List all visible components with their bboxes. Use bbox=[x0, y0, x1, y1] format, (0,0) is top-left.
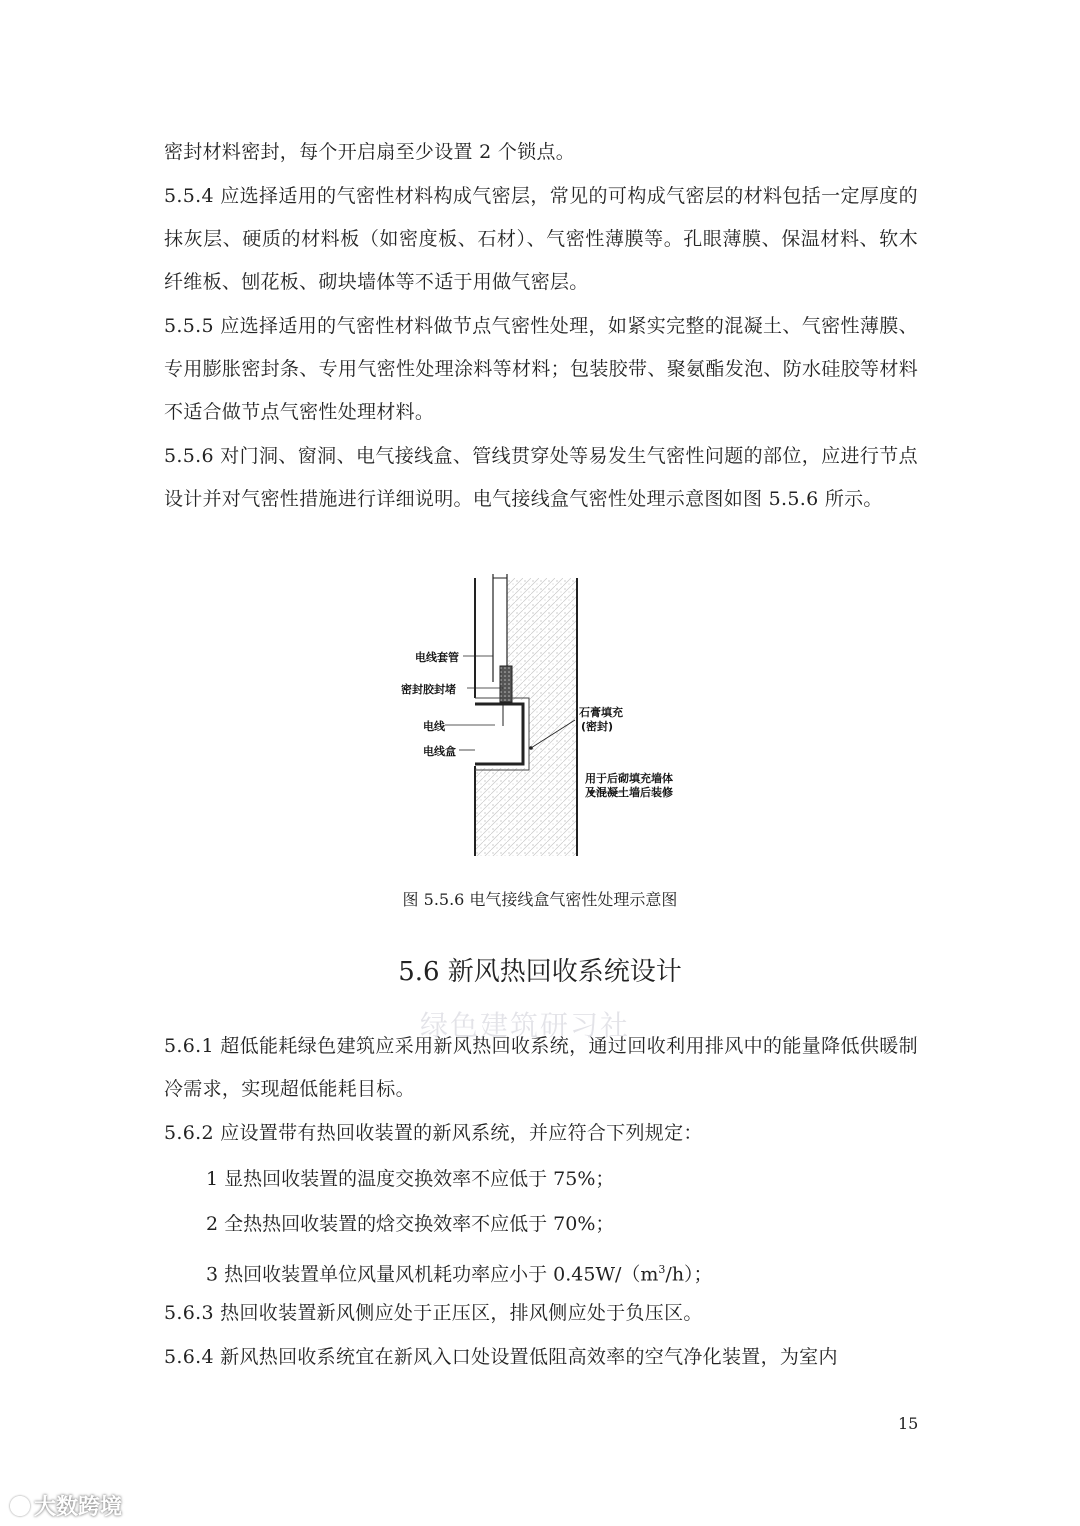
section-heading: 5.6 新风热回收系统设计 bbox=[398, 957, 682, 987]
wall-concrete bbox=[475, 578, 577, 856]
watermark: 绿色建筑研习社 bbox=[420, 1009, 631, 1042]
list-item-1: 1 显热回收装置的温度交换效率不应低于 75%； bbox=[206, 1168, 615, 1190]
paragraph-5-6-1: 5.6.1 超低能耗绿色建筑应采用新风热回收系统，通过回收利用排风中的能量降低供暖制冷需求，实现超低能耗目标。 bbox=[164, 1035, 918, 1100]
paragraph-5-6-3: 5.6.3 热回收装置新风侧应处于正压区，排风侧应处于负压区。 bbox=[164, 1302, 703, 1324]
label-wall-1: 用于后砌填充墙体 bbox=[585, 772, 673, 785]
paragraph-5-6-2: 5.6.2 应设置带有热回收装置的新风系统，并应符合下列规定： bbox=[164, 1122, 703, 1144]
page-number: 15 bbox=[898, 1414, 919, 1433]
electrical-box bbox=[475, 704, 523, 764]
label-sealant: 密封胶封堵 bbox=[401, 683, 456, 696]
source-logo: 大数跨境 bbox=[10, 1490, 122, 1521]
paragraph-continuation: 密封材料密封，每个开启扇至少设置 2 个锁点。 bbox=[164, 141, 576, 163]
logo-icon bbox=[10, 1496, 30, 1516]
label-conduit: 电线套管 bbox=[415, 651, 459, 664]
label-box: 电线盒 bbox=[423, 745, 456, 758]
paragraph-5-5-6: 5.5.6 对门洞、窗洞、电气接线盒、管线贯穿处等易发生气密性问题的部位，应进行节点设计并对气密性措施进行详细说明。电气接线盒气密性处理示意图如图 5.5.6 所示。 bbox=[164, 445, 918, 510]
label-wire: 电线 bbox=[423, 720, 445, 733]
junction-box-diagram bbox=[395, 570, 715, 860]
label-gypsum: 石膏填充 bbox=[579, 706, 623, 719]
list-item-2: 2 全热热回收装置的焓交换效率不应低于 70%； bbox=[206, 1213, 615, 1235]
paragraph-5-5-5: 5.5.5 应选择适用的气密性材料做节点气密性处理，如紧实完整的混凝土、气密性薄膜、专用膨胀密封条、专用气密性处理涂料等材料；包装胶带、聚氨酯发泡、防水硅胶等材料不适合做节点气密性处理材料。 bbox=[164, 315, 918, 423]
list-item-3: 3 热回收装置单位风量风机耗功率应小于 $0.45W/(m^3/h)$； bbox=[206, 1263, 713, 1286]
paragraph-5-6-4: 5.6.4 新风热回收系统宜在新风入口处设置低阻高效率的空气净化装置，为室内 bbox=[164, 1346, 838, 1368]
label-wall-2: 及混凝土墙后装修 bbox=[585, 786, 673, 799]
figure-caption: 图 5.5.6 电气接线盒气密性处理示意图 bbox=[402, 890, 678, 909]
label-gypsum-seal: (密封) bbox=[581, 720, 614, 733]
paragraph-5-5-4: 5.5.4 应选择适用的气密性材料构成气密层，常见的可构成气密层的材料包括一定厚度的抹灰层、硬质的材料板（如密度板、石材）、气密性薄膜等。孔眼薄膜、保温材料、软木纤维板、刨花板、砌块墙体等不适于用做气密层。 bbox=[164, 185, 918, 293]
sealant-plug bbox=[500, 666, 512, 702]
gypsum-fill bbox=[475, 698, 529, 770]
